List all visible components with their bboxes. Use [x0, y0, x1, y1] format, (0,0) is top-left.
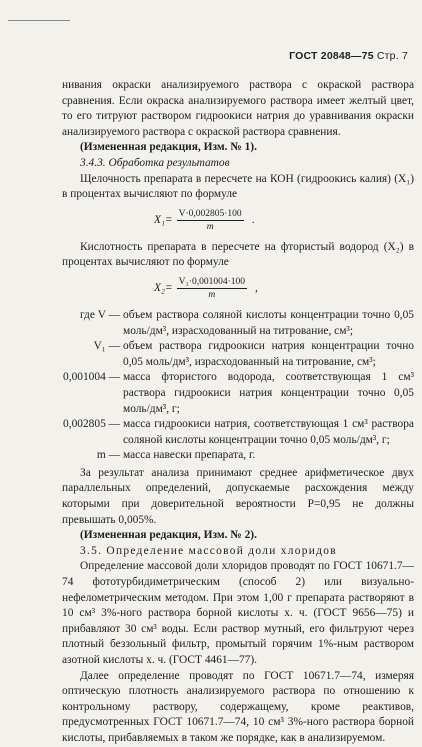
paragraph-continuation: нивания окраски анализируемого раствора с окраской раствора сравнения. Если окраска анализируемого раствора имеет желтый цвет, то его титруют раствором гидроокиси натрия до уравнивания окраски анализируемого раствора с окраской раствора сравнения.: [62, 79, 414, 138]
formula-x1-denominator: m: [206, 222, 214, 233]
formula-x1-fraction: [177, 208, 244, 233]
page-number: Стр. 7: [376, 50, 408, 62]
formula-x2-denominator: m: [208, 290, 216, 301]
section-3-4-3-heading: 3.4.3. Обработка результатов: [80, 156, 230, 169]
formula-x2-numerator: V₁·0,001004·100: [178, 277, 245, 288]
paragraph-chlorides-measurement: Далее определение проводят по ГОСТ 10671.7—74, измеряя оптическую плотность анализируемого раствора по отношению к контрольному раствору, содержащему, кроме реактивов, предусмотренных ГОСТ 10671.7—74, 10 см³ 3%-ного раствора борной кислоты, прибавляемых в таком же порядке, как в анализируемом.: [62, 669, 414, 744]
formula-x1-tail: .: [251, 213, 255, 226]
paragraph-alkalinity: Щелочность препарата в пересчете на КОН (гидроокись калия) (X₁) в процентах вычисляют по формуле: [62, 172, 414, 201]
revision-note-2: (Измененная редакция, Изм. № 2).: [80, 529, 257, 542]
definition-row: [62, 417, 414, 448]
body-text: [62, 78, 414, 747]
definition-text: объем раствора соляной кислоты концентрации точно 0,05 моль/дм³, израсходованный на титрование, см³;: [123, 308, 414, 337]
definition-text: масса фтористого водорода, соответствующая 1 см³ раствора гидроокиси натрия концентрации точно 0,05 моль/дм³, г;: [123, 371, 414, 415]
paragraph-acidity: Кислотность препарата в пересчете на фтористый водород (X₂) в процентах вычисляют по формуле: [62, 240, 414, 269]
variable-definitions: [62, 308, 414, 464]
definition-row: [62, 370, 414, 417]
top-rule: [8, 20, 70, 21]
definition-term: где V —: [79, 308, 120, 321]
formula-x1-lhs: X₁=: [154, 213, 173, 226]
definition-term: 0,002805 —: [63, 418, 120, 431]
formula-x2-lhs: X₂=: [154, 282, 173, 295]
definition-term: m —: [96, 449, 120, 462]
definition-text: объем раствора гидроокиси натрия концентрации точно 0,05 моль/дм³, израсходованный на титрование, см³;: [123, 340, 414, 368]
formula-x2-tail: ,: [254, 282, 258, 295]
formula-x1-numerator: V·0,002805·100: [178, 209, 242, 220]
revision-note-1: (Измененная редакция, Изм. № 1).: [80, 141, 257, 154]
formula-x1: [154, 206, 414, 236]
definition-row: [62, 448, 414, 464]
definition-term: V₁ —: [93, 340, 120, 353]
page-header: [289, 50, 408, 62]
formula-x2-fraction: [177, 276, 247, 301]
formula-x2: [154, 274, 414, 304]
definition-term: 0,001004 —: [63, 371, 120, 384]
definition-text: масса навески препарата, г.: [123, 449, 256, 462]
definition-row: [62, 339, 414, 370]
paragraph-chlorides-method: Определение массовой доли хлоридов проводят по ГОСТ 10671.7—74 фототурбидиметрическим (способ 2) или визуально-нефелометрическим методом. При этом 1,00 г препарата растворяют в 10 см³ 3%-ного раствора борной кислоты х. ч. (ГОСТ 9656—75) и прибавляют 30 см³ воды. Если раствор мутный, его фильтруют через плотный беззольный фильтр, промытый горячим 1%-ным раствором азотной кислоты х. ч. (ГОСТ 4461—77).: [62, 560, 414, 666]
section-3-5-heading: 3.5. Определение массовой доли хлоридов: [80, 544, 337, 557]
definition-text: масса гидроокиси натрия, соответствующая 1 см³ раствора соляной кислоты концентрации точно 0,05 моль/дм³, г;: [123, 418, 414, 446]
standard-number: ГОСТ 20848—75: [289, 50, 374, 62]
paragraph-result: За результат анализа принимают среднее арифметическое двух параллельных определений, допускаемые расхождения между которыми при доверительной вероятности P=0,95 не должны превышать 0,005%.: [62, 466, 414, 526]
definition-row: [62, 308, 414, 339]
